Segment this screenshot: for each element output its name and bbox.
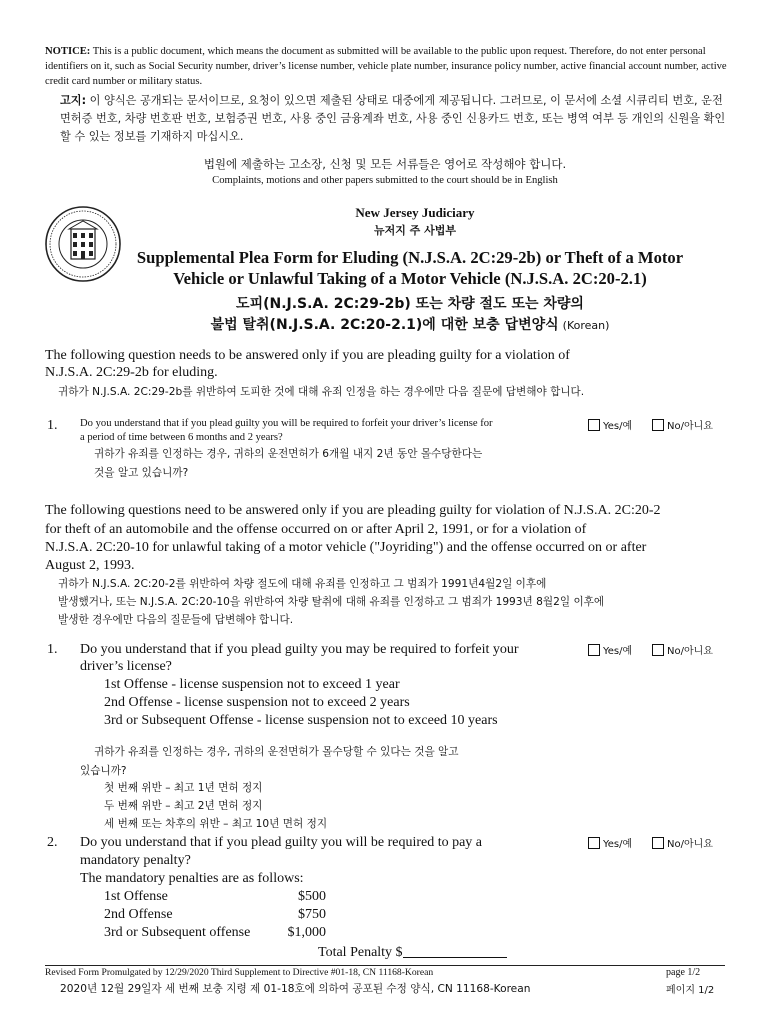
s2-q2-no-checkbox[interactable] [652, 835, 713, 850]
section2-intro-line3: N.J.S.A. 2C:20-10 for unlawful taking of a motor vehicle ("Joyriding") and the offense occurred on or after [45, 540, 647, 555]
s2-q1-ko-line2: 있습니까? [80, 765, 127, 777]
section2-intro-ko-line2: 발생했거나, 또는 N.J.S.A. 2C:20-10을 위반하여 차량 탈취에 대해 유죄를 인정하고 그 범죄가 1993년 8월2일 이후에 [58, 596, 605, 608]
checkbox-icon[interactable] [588, 837, 600, 849]
s2-q2-text-line2: mandatory penalty? [80, 853, 191, 868]
no-label: No/아니요 [667, 839, 713, 850]
checkbox-icon[interactable] [652, 419, 664, 431]
s2-q1-text-line1: Do you understand that if you plead guilty you may be required to forfeit your [80, 642, 519, 657]
total-penalty-field[interactable] [403, 943, 507, 958]
s1-q1-korean-line1: 귀하가 유죄를 인정하는 경우, 귀하의 운전면허가 6개월 내지 2년 동안 몰수당한다는 [94, 448, 483, 460]
section1-intro-korean: 귀하가 N.J.S.A. 2C:29-2b를 위반하여 도피한 것에 대해 유죄 인정을 하는 경우에만 다음 질문에 답변해야 합니다. [58, 386, 585, 398]
section2-intro-ko-line3: 발생한 경우에만 다음의 질문들에 답변해야 합니다. [58, 614, 294, 626]
page-title-line1: Supplemental Plea Form for Eluding (N.J.S.A. 2C:29-2b) or Theft of a Motor [136, 248, 684, 267]
public-notice [45, 44, 735, 89]
s2-q1-ko-line1: 귀하가 유죄를 인정하는 경우, 귀하의 운전면허가 몰수당할 수 있다는 것을 알고 [94, 746, 459, 758]
org-name-korean: 뉴저지 주 사법부 [373, 224, 457, 237]
s2-q2-penalties-intro: The mandatory penalties are as follows: [80, 871, 304, 886]
s1-q1-korean-line2: 것을 알고 있습니까? [94, 467, 189, 479]
checkbox-icon[interactable] [652, 837, 664, 849]
penalty-row-label: 2nd Offense [104, 907, 173, 922]
page-title-ko-line1: 도피(N.J.S.A. 2C:29-2b) 또는 차량 절도 또는 차량의 [236, 296, 584, 312]
s2-q2-yes-checkbox[interactable] [588, 835, 632, 850]
page-number-ko: 페이지 1/2 [666, 985, 715, 996]
yes-label: Yes/예 [603, 646, 633, 657]
s2-q1-ko-offense3: 세 번째 또는 차후의 위반 – 최고 10년 면허 정지 [104, 818, 328, 830]
section2-intro-line1: The following questions need to be answered only if you are pleading guilty for violation of N.J.S.A. 2C:20-2 [45, 503, 661, 518]
total-penalty-row [318, 943, 507, 961]
section2-intro-line2: for theft of an automobile and the offense occurred on or after April 2, 1991, or for a violation of [45, 522, 587, 537]
section1-intro-line1: The following question needs to be answered only if you are pleading guilty for a violation of [45, 348, 570, 363]
language-tag: (Korean) [562, 319, 610, 332]
s2-q1-yes-checkbox[interactable] [588, 642, 632, 657]
s2-q1-text-line2: driver’s license? [80, 659, 172, 674]
page-title-ko-line2: 불법 탈취(N.J.S.A. 2C:20-2.1)에 대한 보충 답변양식 [210, 317, 559, 333]
s2-q1-offense1: 1st Offense - license suspension not to exceed 1 year [104, 677, 400, 692]
no-label: No/아니요 [667, 421, 713, 432]
page-title-line2: Vehicle or Unlawful Taking of a Motor Vehicle (N.J.S.A. 2C:20-2.1) [173, 269, 647, 288]
section2-intro-line4: August 2, 1993. [45, 558, 135, 573]
section2-intro-ko-line1: 귀하가 N.J.S.A. 2C:20-2를 위반하여 차량 절도에 대해 유죄를 인정하고 그 범죄가 1991년4월2일 이후에 [58, 578, 547, 590]
footer-revision-en: Revised Form Promulgated by 12/29/2020 Third Supplement to Directive #01-18, CN 11168-Korean [45, 967, 434, 978]
notice-text: This is a public document, which means the document as submitted will be available to the public upon request. Therefore, do not enter personal identifiers on it, such as Social Security number, driver’s license number, vehicle plate number, insurance policy number, active financial account number, active credit card number or military status. [45, 46, 727, 87]
public-notice-korean [60, 92, 730, 146]
no-label: No/아니요 [667, 646, 713, 657]
checkbox-icon[interactable] [652, 644, 664, 656]
s1-q1-yes-checkbox[interactable] [588, 417, 632, 432]
s1-q1-text-line2: a period of time between 6 months and 2 years? [80, 432, 283, 443]
s1-q1-no-checkbox[interactable] [652, 417, 713, 432]
s2-q1-ko-offense1: 첫 번째 위반 – 최고 1년 면허 정지 [104, 782, 263, 794]
notice-ko-text: 이 양식은 공개되는 문서이므로, 요청이 있으면 제출된 상태로 대중에게 제공됩니다. 그러므로, 이 문서에 소셜 시큐리티 번호, 운전면허증 번호, 차량 번호판 번호, 보험증권 번호, 사용 중인 금융계좌 번호, 사용 중인 신용카드 번호, 또는 병역 여부 등 개인의 신원을 확인할 수 있는 정보를 기재하지 마십시오. [60, 94, 726, 143]
notice-label: NOTICE: [45, 46, 91, 57]
footer-divider [45, 965, 725, 966]
page-title-ko-line2-row [0, 314, 770, 334]
language-notice-en: Complaints, motions and other papers submitted to the court should be in English [212, 175, 558, 186]
s2-q1-offense3: 3rd or Subsequent Offense - license suspension not to exceed 10 years [104, 713, 498, 728]
penalty-row-label: 3rd or Subsequent offense [104, 925, 251, 940]
s2-q2-number: 2. [47, 835, 58, 850]
yes-label: Yes/예 [603, 839, 633, 850]
s2-q1-number: 1. [47, 642, 58, 657]
footer-revision-ko: 2020년 12월 29일자 세 번째 보충 지령 제 01-18호에 의하여 공포된 수정 양식, CN 11168-Korean [60, 983, 531, 995]
checkbox-icon[interactable] [588, 419, 600, 431]
language-notice-ko: 법원에 제출하는 고소장, 신청 및 모든 서류들은 영어로 작성해야 합니다. [203, 157, 567, 171]
page-number-en: page 1/2 [666, 967, 701, 978]
notice-ko-label: 고지: [60, 94, 87, 107]
penalty-row-amount: $1,000 [287, 925, 326, 940]
section1-intro-line2: N.J.S.A. 2C:29-2b for eluding. [45, 365, 218, 380]
checkbox-icon[interactable] [588, 644, 600, 656]
s1-q1-text-line1: Do you understand that if you plead guilty you will be required to forfeit your driver’s license for [80, 418, 493, 429]
s2-q1-ko-offense2: 두 번째 위반 – 최고 2년 면허 정지 [104, 800, 263, 812]
penalty-row-amount: $500 [298, 889, 326, 904]
org-name: New Jersey Judiciary [355, 205, 475, 220]
s2-q1-no-checkbox[interactable] [652, 642, 713, 657]
penalty-row-amount: $750 [298, 907, 326, 922]
s2-q2-text-line1: Do you understand that if you plead guilty you will be required to pay a [80, 835, 483, 850]
penalty-row-label: 1st Offense [104, 889, 168, 904]
s1-q1-number: 1. [47, 418, 58, 433]
yes-label: Yes/예 [603, 421, 633, 432]
total-penalty-label: Total Penalty $ [318, 945, 403, 960]
s2-q1-offense2: 2nd Offense - license suspension not to exceed 2 years [104, 695, 410, 710]
